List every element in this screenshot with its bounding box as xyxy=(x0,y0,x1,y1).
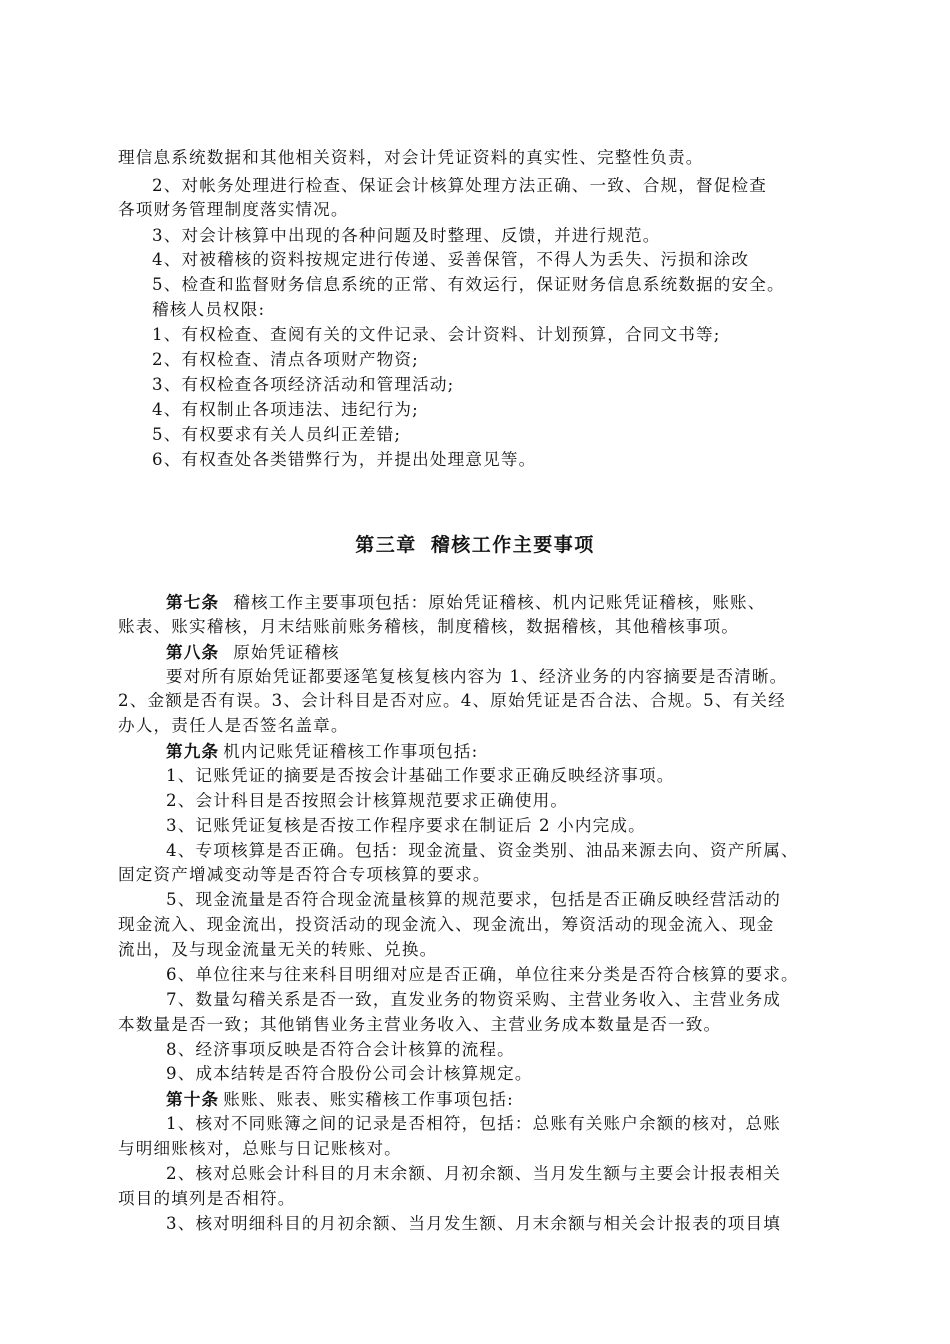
paragraph-line: 各项财务管理制度落实情况。 xyxy=(118,200,349,219)
article-text: 稽核工作主要事项包括：原始凭证稽核、机内记账凭证稽核，账账、 xyxy=(233,593,766,612)
paragraph-line: 3、有权检查各项经济活动和管理活动; xyxy=(152,375,455,394)
paragraph-line: 2、对帐务处理进行检查、保证会计核算处理方法正确、一致、合规，督促检查 xyxy=(152,176,767,195)
paragraph-line: 6、有权查处各类错弊行为，并提出处理意见等。 xyxy=(152,450,537,469)
paragraph-line: 2、有权检查、清点各项财产物资; xyxy=(152,350,419,369)
paragraph-line: 理信息系统数据和其他相关资料，对会计凭证资料的真实性、完整性负责。 xyxy=(118,148,704,167)
article-label: 第八条 xyxy=(166,642,220,662)
chapter-title: 稽核工作主要事项 xyxy=(430,534,595,556)
article-9-line xyxy=(166,739,478,764)
paragraph-line: 1、记账凭证的摘要是否按会计基础工作要求正确反映经济事项。 xyxy=(166,766,675,785)
paragraph-line: 要对所有原始凭证都要逐笔复核复核内容为 1、经济业务的内容摘要是否清晰。 xyxy=(166,667,788,686)
paragraph-line: 1、有权检查、查阅有关的文件记录、会计资料、计划预算，合同文书等; xyxy=(152,325,721,344)
paragraph-line: 稽核人员权限: xyxy=(152,300,266,319)
article-text: 账账、账表、账实稽核工作事项包括: xyxy=(223,1090,514,1109)
article-label: 第十条 xyxy=(166,1089,220,1109)
paragraph-line: 现金流入、现金流出，投资活动的现金流入、现金流出，筹资活动的现金流入、现金 xyxy=(118,915,775,934)
paragraph-line: 固定资产增减变动等是否符合专项核算的要求。 xyxy=(118,865,491,884)
article-text: 原始凭证稽核 xyxy=(233,643,340,662)
paragraph-line: 6、单位往来与往来科目明细对应是否正确，单位往来分类是否符合核算的要求。 xyxy=(166,965,799,984)
paragraph-line: 9、成本结转是否符合股份公司会计核算规定。 xyxy=(166,1064,533,1083)
article-7-line xyxy=(166,590,766,615)
paragraph-line: 5、有权要求有关人员纠正差错; xyxy=(152,425,402,444)
paragraph-line: 4、有权制止各项违法、违纪行为; xyxy=(152,400,419,419)
paragraph-line: 8、经济事项反映是否符合会计核算的流程。 xyxy=(166,1040,515,1059)
paragraph-line: 项目的填列是否相符。 xyxy=(118,1189,296,1208)
article-8-line xyxy=(166,640,340,665)
paragraph-line: 4、专项核算是否正确。包括：现金流量、资金类别、油品来源去向、资产所属、 xyxy=(166,841,799,860)
paragraph-line: 1、核对不同账簿之间的记录是否相符，包括：总账有关账户余额的核对，总账 xyxy=(166,1114,781,1133)
paragraph-line: 账表、账实稽核，月末结账前账务稽核，制度稽核，数据稽核，其他稽核事项。 xyxy=(118,617,740,636)
article-text: 机内记账凭证稽核工作事项包括: xyxy=(223,742,479,761)
paragraph-line: 本数量是否一致；其他销售业务主营业务收入、主营业务成本数量是否一致。 xyxy=(118,1015,722,1034)
chapter-heading xyxy=(0,530,950,557)
article-10-line xyxy=(166,1087,514,1112)
paragraph-line: 5、检查和监督财务信息系统的正常、有效运行，保证财务信息系统数据的安全。 xyxy=(152,275,785,294)
paragraph-line: 2、会计科目是否按照会计核算规范要求正确使用。 xyxy=(166,791,569,810)
paragraph-line: 3、核对明细科目的月初余额、当月发生额、月末余额与相关会计报表的项目填 xyxy=(166,1214,781,1233)
paragraph-line: 流出，及与现金流量无关的转账、兑换。 xyxy=(118,940,438,959)
paragraph-line: 2、核对总账会计科目的月末余额、月初余额、当月发生额与主要会计报表相关 xyxy=(166,1164,781,1183)
paragraph-line: 2、金额是否有误。3、会计科目是否对应。4、原始凭证是否合法、合规。5、有关经 xyxy=(118,691,786,710)
article-label: 第九条 xyxy=(166,741,220,761)
article-label: 第七条 xyxy=(166,592,220,612)
paragraph-line: 3、对会计核算中出现的各种问题及时整理、反馈，并进行规范。 xyxy=(152,226,661,245)
paragraph-line: 5、现金流量是否符合现金流量核算的规范要求，包括是否正确反映经营活动的 xyxy=(166,890,781,909)
paragraph-line: 办人，责任人是否签名盖章。 xyxy=(118,716,349,735)
paragraph-line: 7、数量勾稽关系是否一致，直发业务的物资采购、主营业务收入、主营业务成 xyxy=(166,990,781,1009)
chapter-number: 第三章 xyxy=(355,534,417,556)
paragraph-line: 4、对被稽核的资料按规定进行传递、妥善保管，不得人为丢失、污损和涂改 xyxy=(152,250,750,269)
paragraph-line: 与明细账核对，总账与日记账核对。 xyxy=(118,1139,402,1158)
paragraph-line: 3、记账凭证复核是否按工作程序要求在制证后 2 小内完成。 xyxy=(166,816,646,835)
